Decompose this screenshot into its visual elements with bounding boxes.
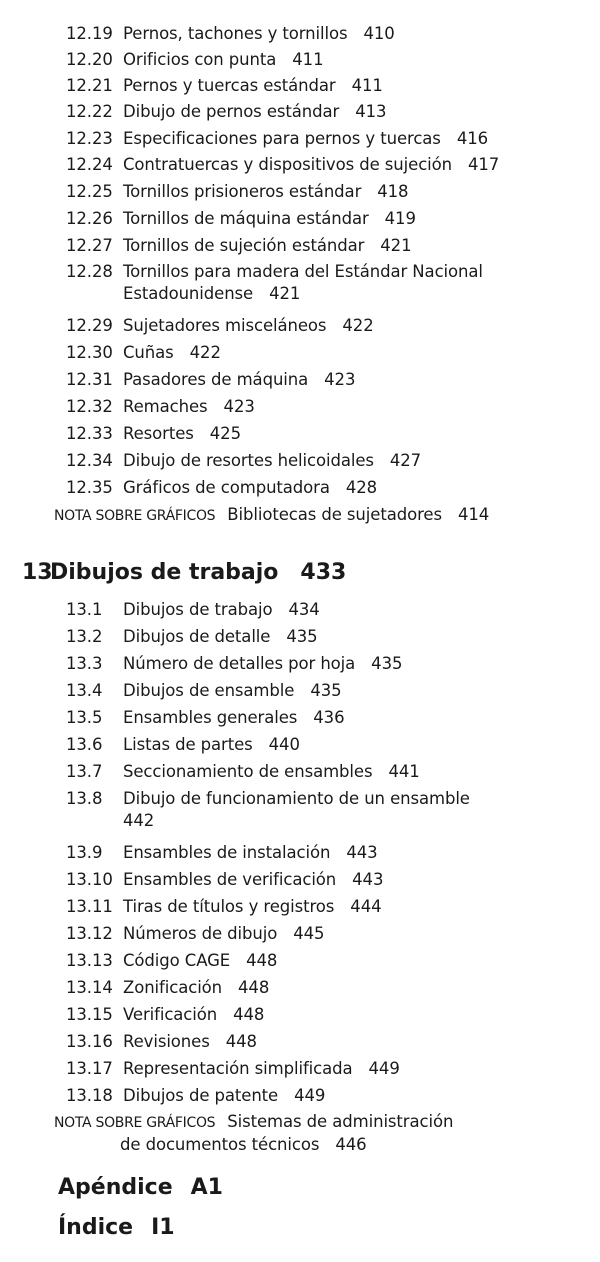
entry-number: 13.2 <box>66 627 103 646</box>
toc-entry[interactable] <box>66 181 408 203</box>
entry-page: 427 <box>389 451 422 470</box>
entry-page: 443 <box>346 843 378 862</box>
toc-entry[interactable] <box>66 923 324 945</box>
entry-title: Números de dibujo <box>123 924 278 943</box>
entry-page: 419 <box>384 209 416 228</box>
toc-entry[interactable] <box>66 128 488 150</box>
entry-number: 13.12 <box>66 924 113 943</box>
entry-number: 12.25 <box>66 182 113 201</box>
entry-page: 449 <box>294 1086 326 1105</box>
entry-title: Sujetadores misceláneos <box>123 316 327 335</box>
toc-entry[interactable] <box>66 235 411 257</box>
toc-entry[interactable] <box>66 396 255 418</box>
entry-number: 12.28 <box>66 262 113 281</box>
entry-number: 13.13 <box>66 951 113 970</box>
entry-title: Tornillos prisioneros estándar <box>123 182 362 201</box>
entry-title-continued: Estadounidense <box>123 284 254 303</box>
entry-number: 12.27 <box>66 236 113 255</box>
entry-title: Tiras de títulos y registros <box>123 897 335 916</box>
entry-number: 12.33 <box>66 424 113 443</box>
entry-title: Ensambles generales <box>123 708 298 727</box>
entry-title: Tornillos para madera del Estándar Nacional <box>123 262 483 281</box>
toc-entry[interactable] <box>66 761 420 783</box>
entry-title: Cuñas <box>123 343 174 362</box>
graphics-note-label: NOTA SOBRE GRÁFICOS <box>54 508 216 524</box>
toc-entry[interactable] <box>66 477 377 499</box>
toc-entry[interactable] <box>66 369 355 391</box>
toc-entry[interactable] <box>66 842 378 864</box>
toc-entry[interactable] <box>66 1004 264 1026</box>
entry-title: Representación simplificada <box>123 1059 353 1078</box>
entry-page: 441 <box>388 762 420 781</box>
entry-title: Orificios con punta <box>123 50 277 69</box>
entry-page: 421 <box>269 284 301 303</box>
entry-number: 12.20 <box>66 50 113 69</box>
entry-page: 411 <box>292 50 324 69</box>
entry-number: 13.4 <box>66 681 103 700</box>
toc-entry[interactable] <box>66 950 277 972</box>
entry-title: Ensambles de verificación <box>123 870 337 889</box>
toc-entry[interactable] <box>66 1085 325 1107</box>
entry-page: 435 <box>286 627 318 646</box>
entry-page: 417 <box>468 155 500 174</box>
entry-number: 12.24 <box>66 155 113 174</box>
entry-page: 422 <box>342 316 374 335</box>
entry-number: 13.1 <box>66 600 103 619</box>
chapter-number: 13 <box>22 560 53 585</box>
entry-page: 443 <box>352 870 384 889</box>
entry-page: 436 <box>313 708 345 727</box>
entry-title: Ensambles de instalación <box>123 843 331 862</box>
entry-number: 12.32 <box>66 397 113 416</box>
entry-number: 13.6 <box>66 735 103 754</box>
toc-entry[interactable] <box>66 450 421 472</box>
appendix-heading[interactable] <box>58 1175 223 1200</box>
entry-page: 423 <box>223 397 255 416</box>
entry-number: 13.5 <box>66 708 103 727</box>
entry-page: 411 <box>351 76 383 95</box>
graphics-note-entry[interactable] <box>54 1111 453 1155</box>
entry-number: 12.31 <box>66 370 113 389</box>
entry-title: Gráficos de computadora <box>123 478 330 497</box>
entry-page: 421 <box>380 236 412 255</box>
entry-number: 13.14 <box>66 978 113 997</box>
entry-title: Zonificación <box>123 978 223 997</box>
toc-entry[interactable] <box>66 788 470 832</box>
entry-page: 442 <box>123 811 155 830</box>
entry-title: Pernos y tuercas estándar <box>123 76 336 95</box>
entry-page: 410 <box>363 24 395 43</box>
entry-number: 13.10 <box>66 870 113 889</box>
graphics-note-title: Bibliotecas de sujetadores <box>227 505 442 524</box>
graphics-note-title-continued: de documentos técnicos <box>120 1135 320 1154</box>
entry-title: Dibujos de trabajo <box>123 600 273 619</box>
entry-number: 12.22 <box>66 102 113 121</box>
toc-entry[interactable] <box>66 869 383 891</box>
entry-page: 423 <box>324 370 356 389</box>
entry-title: Tornillos de máquina estándar <box>123 209 369 228</box>
graphics-note-label: NOTA SOBRE GRÁFICOS <box>54 1115 216 1131</box>
toc-entry[interactable] <box>66 423 241 445</box>
entry-page: 448 <box>238 978 270 997</box>
entry-title: Pasadores de máquina <box>123 370 309 389</box>
graphics-note-entry[interactable] <box>54 504 489 527</box>
toc-entry[interactable] <box>66 261 483 305</box>
entry-page: 444 <box>350 897 382 916</box>
entry-title: Contratuercas y dispositivos de sujeción <box>123 155 452 174</box>
toc-entry[interactable] <box>66 896 382 918</box>
entry-page: 435 <box>371 654 403 673</box>
toc-entry[interactable] <box>66 342 221 364</box>
entry-page: 414 <box>457 505 490 524</box>
entry-number: 12.23 <box>66 129 113 148</box>
entry-page: 440 <box>268 735 300 754</box>
toc-entry[interactable] <box>66 208 416 230</box>
entry-number: 12.26 <box>66 209 113 228</box>
entry-title: Dibujo de resortes helicoidales <box>123 451 374 470</box>
entry-page: 434 <box>288 600 320 619</box>
entry-number: 12.34 <box>66 451 113 470</box>
toc-entry[interactable] <box>66 49 323 71</box>
toc-entry[interactable] <box>66 75 383 97</box>
chapter-page: 433 <box>300 560 347 585</box>
appendix-page: A1 <box>190 1175 223 1200</box>
entry-title: Dibujos de ensamble <box>123 681 295 700</box>
entry-title: Especificaciones para pernos y tuercas <box>123 129 441 148</box>
toc-entry[interactable] <box>66 680 342 702</box>
entry-title: Revisiones <box>123 1032 210 1051</box>
toc-entry[interactable] <box>66 707 344 729</box>
entry-number: 12.30 <box>66 343 113 362</box>
entry-title: Resortes <box>123 424 194 443</box>
entry-title: Dibujos de detalle <box>123 627 271 646</box>
toc-entry[interactable] <box>66 734 300 756</box>
index-title: Índice <box>58 1215 134 1240</box>
entry-page: 449 <box>368 1059 400 1078</box>
entry-number: 12.35 <box>66 478 113 497</box>
entry-title: Listas de partes <box>123 735 253 754</box>
entry-number: 13.16 <box>66 1032 113 1051</box>
toc-entry[interactable] <box>66 1058 400 1080</box>
toc-entry[interactable] <box>66 1031 257 1053</box>
index-heading[interactable] <box>58 1215 175 1240</box>
entry-title: Dibujo de pernos estándar <box>123 102 340 121</box>
entry-page: 428 <box>345 478 378 497</box>
entry-number: 13.3 <box>66 654 103 673</box>
chapter-heading[interactable] <box>22 560 346 585</box>
toc-entry[interactable] <box>66 23 395 45</box>
appendix-title: Apéndice <box>58 1175 173 1200</box>
entry-page: 416 <box>456 129 489 148</box>
toc-entry[interactable] <box>66 626 318 648</box>
index-page: I1 <box>151 1215 175 1240</box>
entry-page: 413 <box>355 102 387 121</box>
entry-page: 425 <box>209 424 241 443</box>
entry-number: 13.7 <box>66 762 103 781</box>
toc-entry[interactable] <box>66 977 269 999</box>
entry-page: 422 <box>189 343 221 362</box>
entry-title: Número de detalles por hoja <box>123 654 356 673</box>
toc-entry[interactable] <box>66 599 320 621</box>
entry-title: Pernos, tachones y tornillos <box>123 24 348 43</box>
entry-title: Tornillos de sujeción estándar <box>123 236 365 255</box>
entry-page: 418 <box>377 182 409 201</box>
entry-page: 448 <box>246 951 278 970</box>
entry-number: 13.18 <box>66 1086 113 1105</box>
entry-page: 448 <box>233 1005 265 1024</box>
toc-entry[interactable] <box>66 101 386 123</box>
entry-number: 13.9 <box>66 843 103 862</box>
chapter-title: Dibujos de trabajo <box>50 560 279 585</box>
entry-number: 13.15 <box>66 1005 113 1024</box>
entry-title: Verificación <box>123 1005 218 1024</box>
entry-title: Código CAGE <box>123 951 231 970</box>
entry-title: Dibujo de funcionamiento de un ensamble <box>123 789 470 808</box>
entry-title: Dibujos de patente <box>123 1086 279 1105</box>
entry-number: 12.21 <box>66 76 113 95</box>
entry-number: 12.19 <box>66 24 113 43</box>
graphics-note-title: Sistemas de administración <box>227 1112 454 1131</box>
entry-page: 445 <box>293 924 325 943</box>
entry-title: Remaches <box>123 397 208 416</box>
entry-title: Seccionamiento de ensambles <box>123 762 373 781</box>
entry-page: 446 <box>335 1135 367 1154</box>
entry-number: 13.8 <box>66 789 103 808</box>
toc-entry[interactable] <box>66 653 402 675</box>
toc-entry[interactable] <box>66 315 374 337</box>
entry-page: 448 <box>225 1032 257 1051</box>
entry-number: 13.11 <box>66 897 113 916</box>
entry-page: 435 <box>310 681 342 700</box>
toc-entry[interactable] <box>66 154 499 176</box>
entry-number: 13.17 <box>66 1059 113 1078</box>
entry-number: 12.29 <box>66 316 113 335</box>
